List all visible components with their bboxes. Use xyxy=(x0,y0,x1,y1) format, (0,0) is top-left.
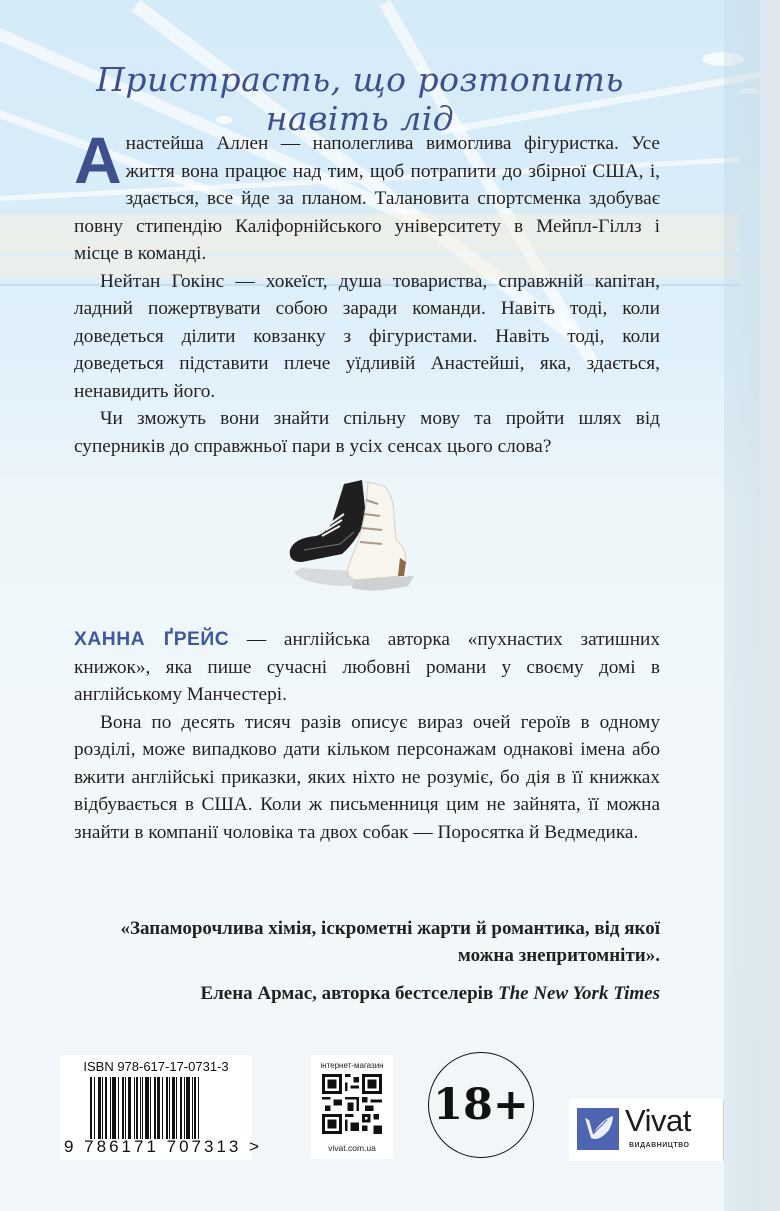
publication-name: The New York Times xyxy=(497,983,660,1004)
publisher-logo xyxy=(569,1099,723,1161)
author-bio xyxy=(74,626,660,846)
ice-skates-icon xyxy=(282,476,422,600)
publisher-name: Vivat xyxy=(625,1103,691,1138)
author-name: ХАННА ҐРЕЙС xyxy=(74,629,230,650)
description-paragraph: Анастейша Аллен — наполеглива вимоглива фігуристка. Усе життя вона працює над тим, щоб потрапити до збірної США, і, здається, все йде за планом. Талановита спортсменка здобуває повну стипендію Каліфорнійського університету в Мейпл-Гіллз і місце в команді. xyxy=(74,123,660,264)
author-paragraph: ХАННА ҐРЕЙС — англійська авторка «пухнастих затишних книжок», яка пише сучасні любовні романи у своєму домі в англійському Манчестері. xyxy=(74,629,660,705)
quote-attribution: Елена Армас, авторка бестселерів The New York Times xyxy=(200,983,660,1004)
feather-icon xyxy=(577,1108,619,1150)
spine-edge xyxy=(760,0,780,1211)
barcode-icon xyxy=(90,1077,230,1139)
isbn-label: ISBN 978-617-17-0731-3 xyxy=(83,1059,229,1074)
author-paragraph: Вона по десять тисяч разів описує вираз очей героїв в одному розділі, може випадково дати кільком персонажам однакові імена або вжити англійські приказки, яких ніхто не розуміє, бо дія в її книжках відбувається в США. Коли ж письменниця цим не зайнята, її можна знайти в компанії чоловіка та двох собак — Поросятка й Ведмедика. xyxy=(74,711,660,843)
qr-code-block[interactable] xyxy=(311,1055,393,1159)
age-rating-badge: 18+ xyxy=(428,1052,534,1158)
qr-bottom-label: vivat.com.ua xyxy=(328,1143,376,1153)
qr-top-label: інтернет-магазин xyxy=(320,1061,384,1070)
review-quote xyxy=(96,915,660,1007)
description-paragraph: Нейтан Гокінс — хокеїст, душа товариства, справжній капітан, ладний пожертвувати собою заради команди. Навіть тоді, коли доведеться ділити ковзанку з фігуристами. Навіть тоді, коли доведеться підставити плече уїдливій Анастейші, яка, здається, ненавидить його. xyxy=(74,270,660,402)
book-description xyxy=(74,123,660,460)
barcode-digits: 9 786171 707313 > xyxy=(64,1137,263,1156)
qr-code-icon xyxy=(322,1074,382,1134)
isbn-barcode xyxy=(60,1055,263,1160)
description-paragraph: Чи зможуть вони знайти спільну мову та пройти шлях від суперників до справжньої пари в усіх сенсах цього слова? xyxy=(74,408,660,457)
publisher-subtitle: ВИДАВНИЦТВО xyxy=(629,1142,690,1149)
dropcap: А xyxy=(74,123,122,197)
tagline: Пристрасть, що розтопить навіть лід xyxy=(96,60,624,138)
quote-text: «Запаморочлива хімія, іскрометні жарти й романтика, від якої можна знепритомніти». xyxy=(120,918,660,966)
